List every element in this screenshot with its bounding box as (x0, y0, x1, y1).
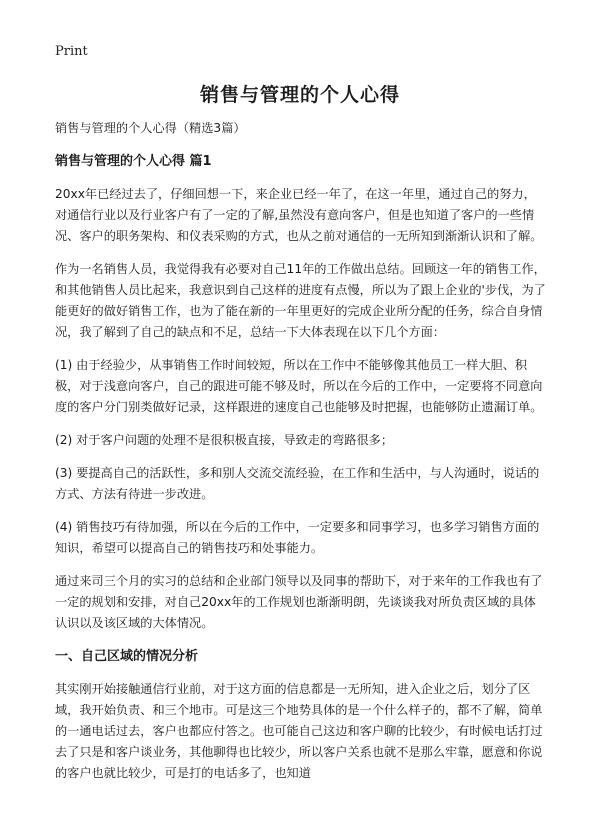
paragraph-2: 作为一名销售人员，我觉得我有必要对自己11年的工作做出总结。回顾这一年的销售工作，和其他销售人员比起来，我意识到自己这样的进度有点慢，所以为了跟上企业的'步伐，为了能更好的做好销售工作，也为了能在新的一年里更好的完成企业所分配的任务，综合自身情况，我了解到了自己的缺点和不足，总结一下大体表现在以下几个方面： (55, 262, 546, 339)
paragraph-3: (1) 由于经验少，从事销售工作时间较短，所以在工作中不能够像其他员工一样大胆、积极，对于浅意向客户，自己的跟进可能不够及时，所以在今后的工作中，一定要将不同意向度的客户分门别类做好记录，这样跟进的速度自己也能够及时把握，也能够防止遗漏订单。 (55, 358, 543, 414)
paragraph-7: 通过来司三个月的实习的总结和企业部门领导以及同事的帮助下，对于来年的工作我也有了一定的规划和安排，对自己20xx年的工作规划也渐渐明朗，先谈谈我对所负责区域的具体认识以及该区域的大体情况。 (55, 574, 543, 630)
paragraph-1: 20xx年已经过去了，仔细回想一下，来企业已经一年了，在这一年里，通过自己的努力，对通信行业以及行业客户有了一定的了解,虽然没有意向客户，但是也知道了客户的一些情况、客户的职务架构、和仪表采购的方式，也从之前对通信的一无所知到渐渐认识和了解。 (55, 187, 543, 243)
paragraph-6: (4) 销售技巧有待加强，所以在今后的工作中，一定要多和同事学习，也多学习销售方面的知识，希望可以提高自己的销售技巧和处事能力。 (55, 520, 540, 555)
document-subtitle: 销售与管理的个人心得（精选3篇） (55, 121, 246, 135)
paragraph-8: 其实刚开始接触通信行业前，对于这方面的信息都是一无所知，进入企业之后，划分了区域，我开始负责、和三个地市。可是这三个地势具体的是一个什么样子的，都不了解，简单的一通电话过去，客户也都应付答之。也可能自己这边和客户聊的比较少，有时候电话打过去了只是和客户谈业务，其他聊得也比较少，所以客户关系也就不是那么牢靠，愿意和你说的客户也就比较少，可是打的电话多了，也知道 (55, 682, 543, 780)
paragraph-4: (2) 对于客户问题的处理不是很积极直接，导致走的弯路很多； (55, 433, 394, 447)
document-body (55, 118, 548, 796)
paragraph-5: (3) 要提高自己的活跃性，多和别人交流交流经验，在工作和生活中，与人沟通时，说话的方式、方法有待进一步改进。 (55, 466, 540, 501)
print-label[interactable]: Print (55, 44, 88, 59)
document-title: 销售与管理的个人心得 (199, 84, 400, 106)
section-heading: 销售与管理的个人心得 篇1 (55, 154, 212, 169)
subsection-heading: 一、自己区域的情况分析 (55, 649, 199, 664)
